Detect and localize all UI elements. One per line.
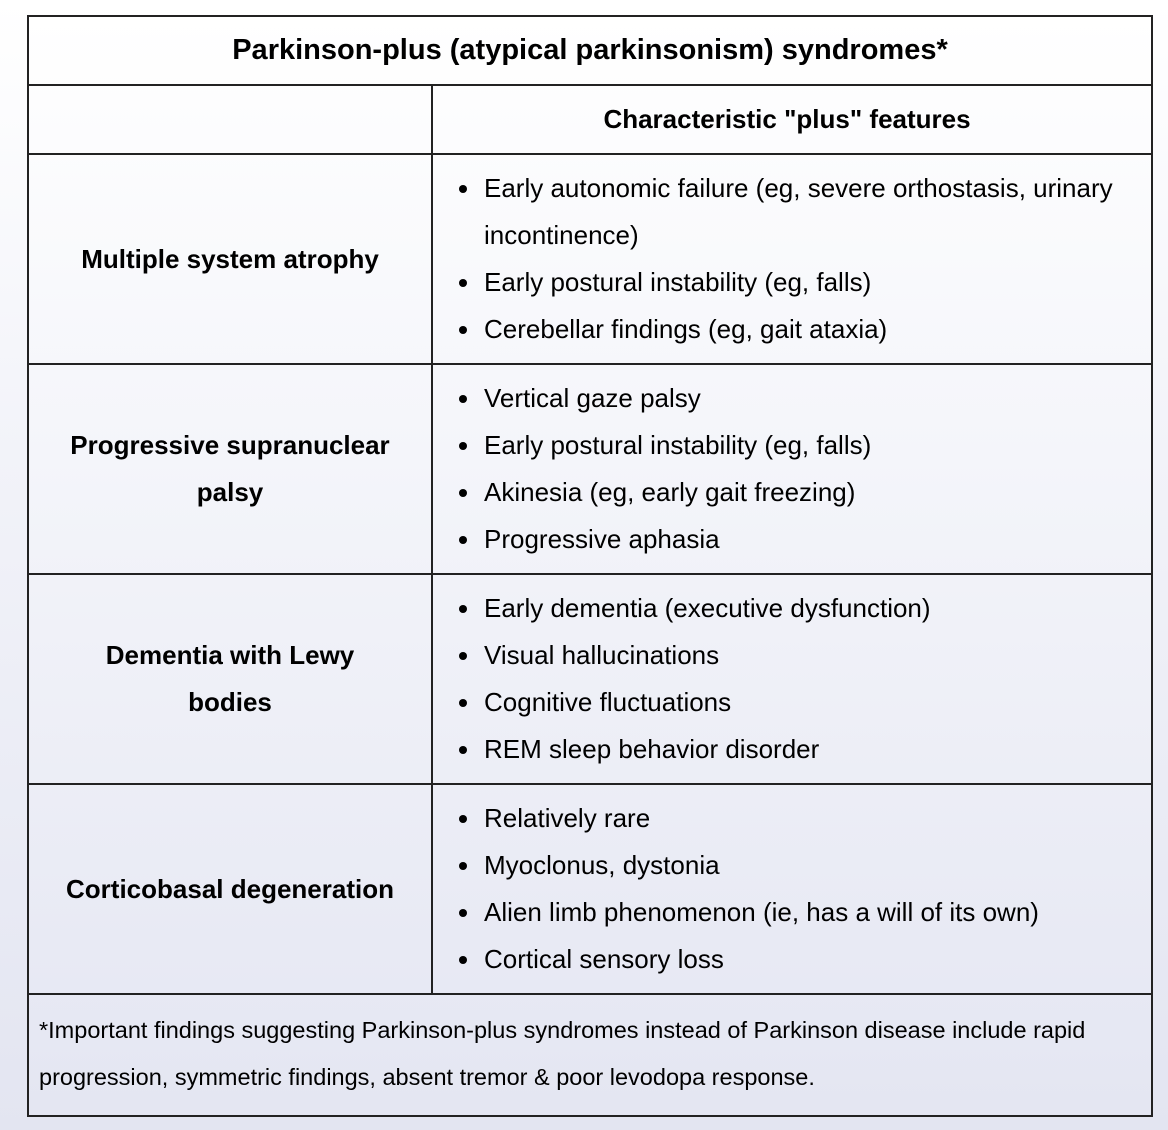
feature-item: Cerebellar findings (eg, gait ataxia)	[457, 306, 1141, 353]
features-list	[457, 795, 1039, 983]
syndrome-name: Corticobasal degeneration	[29, 785, 433, 993]
feature-item: Visual hallucinations	[457, 632, 931, 679]
features-list	[457, 585, 931, 773]
feature-item: Alien limb phenomenon (ie, has a will of its own)	[457, 889, 1039, 936]
syndromes-table	[27, 15, 1153, 1117]
feature-item: Cognitive fluctuations	[457, 679, 931, 726]
feature-item: Myoclonus, dystonia	[457, 842, 1039, 889]
features-cell	[433, 155, 1151, 363]
header-features-cell: Characteristic "plus" features	[603, 104, 971, 134]
feature-item: Akinesia (eg, early gait freezing)	[457, 469, 871, 516]
features-cell	[433, 785, 1151, 993]
syndrome-name: Multiple system atrophy	[29, 155, 433, 363]
table-row	[29, 785, 1151, 995]
feature-item: Progressive aphasia	[457, 516, 871, 563]
header-left-cell	[29, 86, 433, 153]
features-cell	[433, 575, 1151, 783]
features-list	[457, 375, 871, 563]
feature-item: Vertical gaze palsy	[457, 375, 871, 422]
table-row	[29, 365, 1151, 575]
features-cell	[433, 365, 1151, 573]
feature-item: Early dementia (executive dysfunction)	[457, 585, 931, 632]
feature-item: Relatively rare	[457, 795, 1039, 842]
table-title: Parkinson-plus (atypical parkinsonism) syndromes*	[29, 17, 1151, 86]
table-row	[29, 155, 1151, 365]
feature-item: Cortical sensory loss	[457, 936, 1039, 983]
feature-item: Early postural instability (eg, falls)	[457, 422, 871, 469]
syndrome-name: Dementia with Lewy bodies	[29, 575, 433, 783]
header-row	[29, 86, 1151, 155]
footnote: *Important findings suggesting Parkinson-plus syndromes instead of Parkinson disease include rapid progression, symmetric findings, absent tremor & poor levodopa response.	[39, 1017, 1086, 1090]
feature-item: Early postural instability (eg, falls)	[457, 259, 1141, 306]
features-list	[457, 165, 1141, 353]
feature-item: Early autonomic failure (eg, severe orthostasis, urinary incontinence)	[457, 165, 1141, 259]
feature-item: REM sleep behavior disorder	[457, 726, 931, 773]
table-row	[29, 575, 1151, 785]
syndrome-name: Progressive supranuclear palsy	[29, 365, 433, 573]
